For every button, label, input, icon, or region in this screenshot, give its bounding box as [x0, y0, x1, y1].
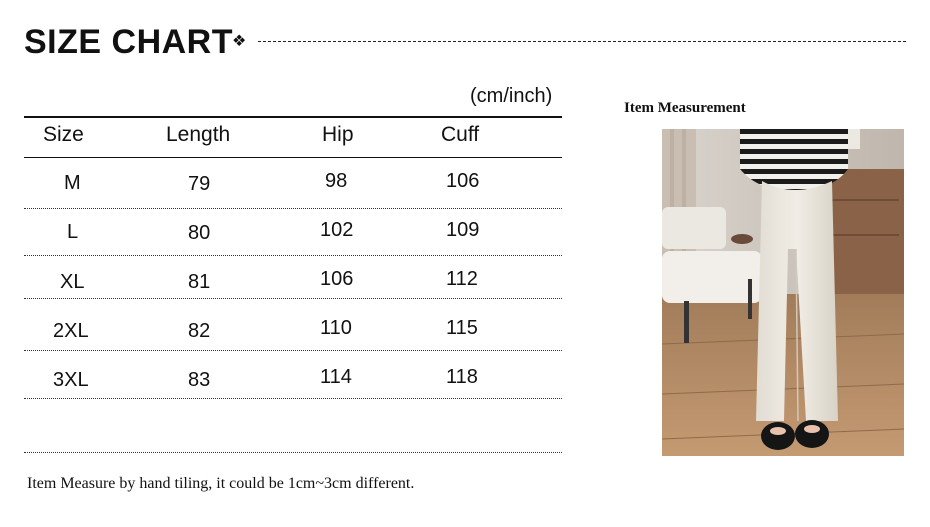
table-cell-hip: 114 — [320, 366, 352, 388]
table-cell-cuff: 106 — [446, 170, 480, 192]
table-cell-hip: 110 — [320, 317, 352, 339]
table-cell-size: M — [64, 172, 81, 194]
table-cell-cuff: 115 — [446, 317, 478, 339]
product-photo — [662, 129, 904, 456]
column-header-hip: Hip — [322, 123, 354, 146]
table-cell-hip: 102 — [320, 219, 354, 241]
row-divider — [24, 208, 562, 209]
table-cell-cuff: 109 — [446, 219, 480, 241]
row-divider — [24, 298, 562, 299]
photo-label: Item Measurement — [624, 100, 746, 116]
table-cell-hip: 98 — [325, 170, 348, 192]
table-top-rule — [24, 116, 562, 118]
title-divider — [258, 41, 906, 42]
table-header-rule — [24, 157, 562, 158]
row-divider — [24, 255, 562, 256]
table-bottom-rule — [24, 452, 562, 453]
table-cell-size: XL — [60, 271, 85, 293]
unit-label: (cm/inch) — [470, 85, 553, 107]
page-title: SIZE CHART — [24, 23, 233, 61]
ornament-icon: ❖ — [232, 33, 247, 50]
table-cell-size: 2XL — [53, 320, 89, 342]
table-cell-length: 80 — [188, 222, 211, 244]
table-cell-length: 81 — [188, 271, 211, 293]
table-cell-size: 3XL — [53, 369, 89, 391]
measurement-note: Item Measure by hand tiling, it could be 1cm~3cm different. — [27, 475, 415, 492]
column-header-size: Size — [43, 123, 84, 146]
column-header-length: Length — [166, 123, 231, 146]
table-cell-cuff: 112 — [446, 268, 478, 290]
table-cell-cuff: 118 — [446, 366, 478, 388]
table-cell-length: 83 — [188, 369, 211, 391]
column-header-cuff: Cuff — [441, 123, 480, 146]
table-cell-size: L — [67, 221, 79, 243]
table-cell-length: 82 — [188, 320, 211, 342]
row-divider — [24, 350, 562, 351]
row-divider — [24, 398, 562, 399]
table-cell-length: 79 — [188, 173, 211, 195]
table-cell-hip: 106 — [320, 268, 354, 290]
